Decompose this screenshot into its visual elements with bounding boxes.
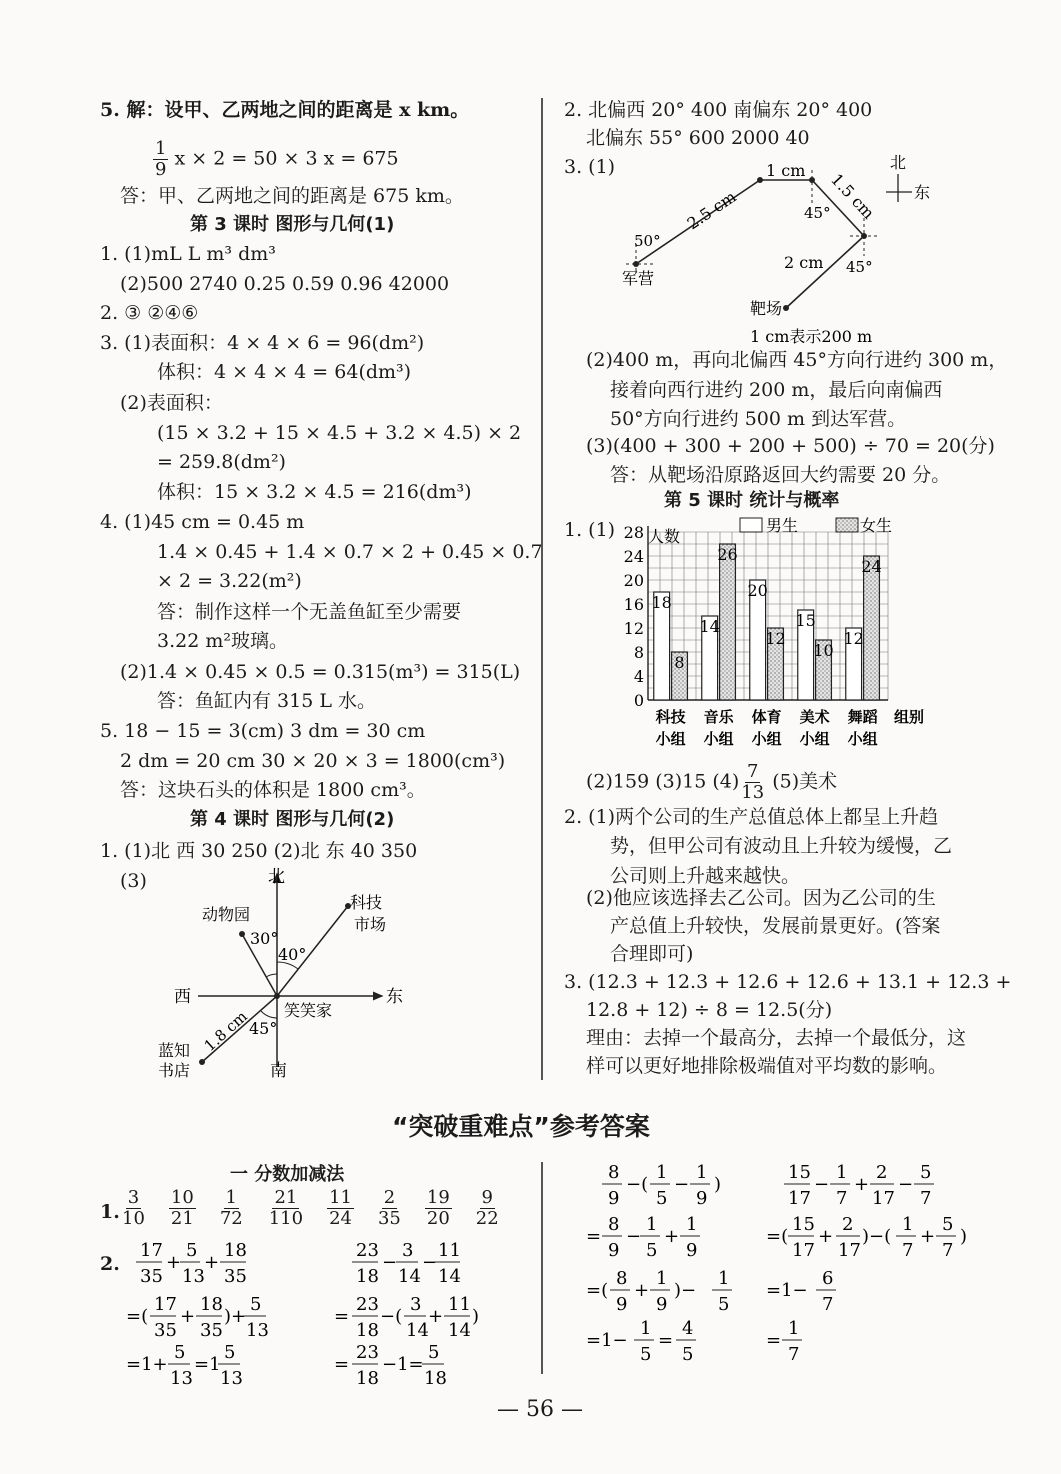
x-tick-label-bottom: 小组 [847, 730, 878, 748]
svg-text:9: 9 [656, 1294, 668, 1315]
svg-text:1: 1 [696, 1162, 708, 1183]
bar-value-label: 8 [674, 653, 685, 672]
x-tick-label-bottom: 小组 [799, 730, 830, 748]
svg-text:=(: =( [586, 1280, 609, 1301]
svg-text:17: 17 [140, 1240, 163, 1261]
x-tick-label-top: 音乐 [703, 708, 734, 726]
l3-q1b: (2)500 2740 0.25 0.59 0.96 42000 [120, 273, 450, 295]
x-tick-label-bottom: 小组 [751, 730, 782, 748]
l3-q3e: = 259.8(dm²) [157, 451, 286, 473]
y-tick-label: 4 [633, 667, 644, 686]
r-q1-label: 1. (1) [564, 519, 616, 541]
page-number: — 56 — [497, 1397, 583, 1422]
svg-text:−: − [898, 1174, 914, 1195]
svg-text:−1=: −1= [382, 1354, 424, 1375]
r-s3a: 3. (12.3 + 12.3 + 12.6 + 12.6 + 13.1 + 12.3 + [564, 971, 1012, 993]
fraction-work-left [120, 1236, 530, 1396]
svg-text:+: + [854, 1174, 870, 1195]
fraction: $\frac{1}{72}$ [219, 1187, 243, 1229]
svg-text:13: 13 [220, 1368, 243, 1389]
svg-text:1: 1 [836, 1162, 848, 1183]
svg-text:2: 2 [842, 1214, 854, 1235]
x-axis-label: 组别 [894, 708, 925, 726]
fraction: $\frac{1}{9}$ [155, 138, 167, 180]
svg-text:14: 14 [438, 1266, 461, 1287]
svg-text:18: 18 [356, 1368, 379, 1389]
r-q3-3a: (3)(400 + 300 + 200 + 500) ÷ 70 = 20(分) [586, 435, 995, 457]
compass-south-label: 南 [270, 1061, 287, 1081]
svg-text:14: 14 [448, 1320, 471, 1341]
svg-text:)+: )+ [224, 1306, 247, 1327]
compass-west-label: 西 [174, 987, 191, 1007]
b-q2-label: 2. [100, 1253, 120, 1275]
svg-text:9: 9 [608, 1188, 620, 1209]
x-tick-label-top: 舞蹈 [847, 708, 878, 726]
svg-text:=1−: =1− [586, 1330, 628, 1351]
svg-text:18: 18 [224, 1240, 247, 1261]
route-diagram [600, 148, 960, 348]
b-q1-fractions [120, 1188, 501, 1229]
camp-label: 军营 [622, 269, 655, 288]
r-q3-2b: 接着向西行进约 200 m，最后向南偏西 [610, 379, 943, 401]
svg-text:): ) [960, 1226, 968, 1247]
distance-label: 1.8 cm [200, 1007, 251, 1055]
tech-label-2: 市场 [354, 915, 387, 934]
angle-40: 40° [278, 945, 307, 964]
y-axis-label: 人数 [648, 527, 681, 546]
svg-text:13: 13 [246, 1320, 269, 1341]
route-angle-50: 50° [634, 232, 661, 250]
r-q1-rest: (2)159 (3)15 (4) $\frac{7}{13}$ (5)美术 [586, 761, 838, 803]
compass-north-label: 北 [268, 867, 285, 887]
svg-text:=: = [766, 1330, 782, 1351]
svg-text:): ) [472, 1306, 480, 1327]
bar-value-label: 15 [795, 611, 816, 630]
book-point [199, 1059, 205, 1065]
angle-30: 30° [250, 929, 279, 948]
svg-text:35: 35 [154, 1320, 177, 1341]
legend-swatch-girls [836, 518, 858, 532]
svg-text:23: 23 [356, 1342, 379, 1363]
svg-text:5: 5 [682, 1344, 694, 1365]
r-q3-3b: 答：从靶场沿原路返回大约需要 20 分。 [610, 464, 951, 486]
svg-text:14: 14 [398, 1266, 421, 1287]
l4-q1: 1. (1)北 西 30 250 (2)北 东 40 350 [100, 840, 418, 862]
bar-女生 [864, 556, 880, 700]
home-point [274, 993, 280, 999]
svg-text:=(: =( [766, 1226, 789, 1247]
lesson3-title: 第 3 课时 图形与几何(1) [190, 214, 395, 235]
svg-text:)−: )− [674, 1280, 697, 1301]
svg-text:=(: =( [126, 1306, 149, 1327]
bar-value-label: 24 [861, 557, 882, 576]
svg-text:5: 5 [640, 1344, 652, 1365]
r-s2a: 2. (1)两个公司的生产总值总体上都呈上升趋 [564, 806, 939, 828]
svg-text:17: 17 [872, 1188, 895, 1209]
svg-text:23: 23 [356, 1240, 379, 1261]
svg-text:=1+: =1+ [126, 1354, 168, 1375]
r-s2e: 产总值上升较快，发展前景更好。(答案 [610, 915, 941, 937]
svg-text:1: 1 [686, 1214, 698, 1235]
fraction: $\frac{7}{13}$ [741, 761, 765, 803]
tech-label-1: 科技 [350, 893, 383, 912]
route-label-2-5: 2.5 cm [683, 186, 740, 234]
fraction: $\frac{11}{24}$ [329, 1187, 352, 1229]
l4-q1-3: (3) [120, 870, 147, 892]
svg-text:−(: −( [626, 1174, 649, 1195]
b-q1-label: 1. [100, 1201, 120, 1223]
y-tick-label: 8 [633, 643, 644, 662]
r-s2d: (2)他应该选择去乙公司。因为乙公司的生 [586, 887, 936, 909]
svg-text:7: 7 [788, 1344, 800, 1365]
svg-text:17: 17 [838, 1240, 861, 1261]
svg-text:+: + [818, 1226, 834, 1247]
svg-text:4: 4 [682, 1318, 694, 1339]
legend-label-boys: 男生 [766, 516, 799, 535]
l3-q4b: 1.4 × 0.45 + 1.4 × 0.7 × 2 + 0.45 × 0.7 [157, 541, 543, 563]
l3-q2: 2. ③ ②④⑥ [100, 302, 199, 324]
fraction-section-title: 一 分数加减法 [230, 1164, 345, 1185]
svg-text:13: 13 [182, 1266, 205, 1287]
x-tick-label-top: 美术 [799, 708, 830, 726]
svg-text:15: 15 [792, 1214, 815, 1235]
svg-text:+: + [634, 1280, 650, 1301]
x-tick-label-bottom: 小组 [655, 730, 686, 748]
svg-text:+: + [204, 1252, 220, 1273]
x-tick-label-top: 体育 [751, 708, 782, 726]
r-s3b: 12.8 + 12) ÷ 8 = 12.5(分) [586, 999, 833, 1021]
svg-text:17: 17 [154, 1294, 177, 1315]
zoo-label: 动物园 [202, 905, 251, 924]
svg-text:=: = [586, 1226, 602, 1247]
route-east-label: 东 [914, 183, 931, 202]
svg-text:1: 1 [646, 1214, 658, 1235]
svg-text:5: 5 [428, 1342, 440, 1363]
fraction: $\frac{3}{10}$ [122, 1187, 145, 1229]
svg-text:+: + [664, 1226, 680, 1247]
svg-text:−: − [422, 1252, 438, 1273]
svg-text:5: 5 [920, 1162, 932, 1183]
svg-text:18: 18 [356, 1320, 379, 1341]
svg-text:1: 1 [902, 1214, 914, 1235]
route-label-2: 2 cm [784, 253, 824, 272]
svg-text:11: 11 [448, 1294, 471, 1315]
fraction-work-right [582, 1158, 992, 1398]
r-q2b: 北偏东 55° 600 2000 40 [586, 127, 810, 149]
home-label: 笑笑家 [284, 1001, 333, 1020]
svg-text:=: = [658, 1330, 674, 1351]
svg-text:7: 7 [942, 1240, 954, 1261]
bar-chart [610, 512, 950, 752]
svg-text:−: − [674, 1174, 690, 1195]
svg-text:18: 18 [424, 1368, 447, 1389]
svg-text:1: 1 [718, 1268, 730, 1289]
svg-text:=1−: =1− [766, 1280, 808, 1301]
r-s3d: 样可以更好地排除极端值对平均数的影响。 [586, 1055, 948, 1077]
svg-text:3: 3 [402, 1240, 414, 1261]
l3-q1a: 1. (1)mL L m³ dm³ [100, 243, 276, 265]
svg-text:35: 35 [200, 1320, 223, 1341]
angle-45: 45° [249, 1019, 278, 1038]
svg-text:17: 17 [792, 1240, 815, 1261]
l3-q4c: × 2 = 3.22(m²) [157, 570, 302, 592]
svg-text:9: 9 [608, 1240, 620, 1261]
svg-text:18: 18 [200, 1294, 223, 1315]
svg-text:)−(: )−( [862, 1226, 892, 1247]
fraction: $\frac{2}{35}$ [377, 1187, 401, 1229]
l3-q4d: 答：制作这样一个无盖鱼缸至少需要 [157, 601, 462, 623]
svg-text:7: 7 [902, 1240, 914, 1261]
route-label-1-5: 1.5 cm [827, 169, 879, 223]
svg-text:+: + [428, 1306, 444, 1327]
l3-q4a: 4. (1)45 cm = 0.45 m [100, 511, 305, 533]
r-q3-2c: 50°方向行进约 500 m 到达军营。 [610, 408, 907, 430]
svg-text:5: 5 [656, 1188, 668, 1209]
svg-text:=: = [334, 1306, 350, 1327]
r-s2f: 合理即可) [610, 943, 694, 965]
svg-text:−(: −( [380, 1306, 403, 1327]
fraction: $\frac{10}{21}$ [170, 1187, 194, 1229]
fraction: $\frac{21}{110}$ [268, 1187, 304, 1229]
bar-value-label: 20 [747, 581, 768, 600]
bar-value-label: 12 [765, 629, 786, 648]
fraction: $\frac{19}{20}$ [426, 1187, 450, 1229]
svg-text:1: 1 [656, 1268, 668, 1289]
lesson5-title: 第 5 课时 统计与概率 [664, 490, 840, 511]
r-q3-1: 3. (1) [564, 156, 616, 178]
svg-text:9: 9 [616, 1294, 628, 1315]
svg-text:5: 5 [942, 1214, 954, 1235]
l3-q3d: (15 × 3.2 + 15 × 4.5 + 3.2 × 4.5) × 2 [157, 422, 522, 444]
l3-q4f: (2)1.4 × 0.45 × 0.5 = 0.315(m³) = 315(L) [120, 661, 521, 683]
svg-text:14: 14 [406, 1320, 429, 1341]
l3-q5a: 5. 18 − 15 = 3(cm) 3 dm = 30 cm [100, 720, 426, 742]
y-tick-label: 12 [623, 619, 644, 638]
svg-text:7: 7 [836, 1188, 848, 1209]
l3-q3a: 3. (1)表面积：4 × 4 × 6 = 96(dm²) [100, 332, 425, 354]
book-label-2: 书店 [158, 1061, 191, 1080]
y-tick-label: 24 [623, 547, 644, 566]
y-tick-label: 28 [623, 523, 644, 542]
q5-answer: 答：甲、乙两地之间的距离是 675 km。 [120, 185, 464, 207]
q5-equation: $\frac{1}{9}$ x × 2 = 50 × 3 x = 675 [155, 138, 399, 180]
svg-text:5: 5 [186, 1240, 198, 1261]
svg-text:23: 23 [356, 1294, 379, 1315]
svg-text:−: − [814, 1174, 830, 1195]
bar-value-label: 12 [843, 629, 864, 648]
svg-text:15: 15 [788, 1162, 811, 1183]
section-title: “突破重难点”参考答案 [392, 1112, 650, 1141]
svg-text:9: 9 [696, 1188, 708, 1209]
compass-east-label: 东 [386, 987, 403, 1007]
r-q2a: 2. 北偏西 20° 400 南偏东 20° 400 [564, 99, 873, 121]
svg-text:8: 8 [608, 1162, 620, 1183]
y-tick-label: 16 [623, 595, 644, 614]
legend-label-girls: 女生 [860, 516, 893, 535]
svg-text:1: 1 [656, 1162, 668, 1183]
svg-text:2: 2 [876, 1162, 888, 1183]
range-label: 靶场 [750, 299, 783, 318]
svg-text:=1: =1 [194, 1354, 221, 1375]
legend-swatch-boys [740, 518, 762, 532]
route-angle-45b: 45° [846, 258, 873, 276]
svg-text:+: + [180, 1306, 196, 1327]
svg-text:+: + [920, 1226, 936, 1247]
svg-text:17: 17 [788, 1188, 811, 1209]
svg-text:5: 5 [174, 1342, 186, 1363]
svg-text:1: 1 [640, 1318, 652, 1339]
scale-label: 1 cm表示200 m [750, 327, 873, 346]
route-angle-45a: 45° [804, 204, 831, 222]
svg-text:9: 9 [686, 1240, 698, 1261]
svg-text:18: 18 [356, 1266, 379, 1287]
l3-q3c: (2)表面积： [120, 392, 223, 414]
r-s3c: 理由：去掉一个最高分，去掉一个最低分，这 [586, 1027, 967, 1049]
bar-value-label: 10 [813, 641, 834, 660]
zoo-point [239, 931, 245, 937]
l3-q5c: 答：这块石头的体积是 1800 cm³。 [120, 779, 426, 801]
svg-text:1: 1 [788, 1318, 800, 1339]
y-tick-label: 0 [633, 691, 644, 710]
bar-女生 [720, 544, 736, 700]
bar-value-label: 14 [699, 617, 720, 636]
svg-text:8: 8 [608, 1214, 620, 1235]
l3-q5b: 2 dm = 20 cm 30 × 20 × 3 = 1800(cm³) [120, 750, 506, 772]
lesson4-title: 第 4 课时 图形与几何(2) [190, 809, 395, 830]
svg-text:6: 6 [822, 1268, 834, 1289]
svg-text:35: 35 [224, 1266, 247, 1287]
r-s2c: 公司则上升越来越快。 [610, 865, 801, 887]
svg-text:7: 7 [920, 1188, 932, 1209]
l3-q4g: 答：鱼缸内有 315 L 水。 [157, 690, 377, 712]
svg-text:7: 7 [822, 1294, 834, 1315]
q5-solve-line: 5. 解：设甲、乙两地之间的距离是 x km。 [100, 99, 470, 121]
svg-text:11: 11 [438, 1240, 461, 1261]
book-label-1: 蓝知 [158, 1041, 191, 1060]
column-divider-top [541, 98, 543, 1080]
l3-q3f: 体积：15 × 3.2 × 4.5 = 216(dm³) [157, 481, 472, 503]
svg-text:−: − [626, 1226, 642, 1247]
svg-text:5: 5 [250, 1294, 262, 1315]
svg-text:): ) [714, 1174, 722, 1195]
route-north-label: 北 [890, 153, 907, 172]
svg-text:−: − [382, 1252, 398, 1273]
bar-value-label: 26 [717, 545, 738, 564]
x-tick-label-bottom: 小组 [703, 730, 734, 748]
compass-diagram [150, 862, 410, 1082]
svg-text:35: 35 [140, 1266, 163, 1287]
y-tick-label: 20 [623, 571, 644, 590]
svg-text:8: 8 [616, 1268, 628, 1289]
x-tick-label-top: 科技 [655, 708, 686, 726]
svg-text:13: 13 [170, 1368, 193, 1389]
fraction: $\frac{9}{22}$ [475, 1187, 499, 1229]
r-s2b: 势，但甲公司有波动且上升较为缓慢，乙 [610, 835, 953, 857]
svg-text:5: 5 [646, 1240, 658, 1261]
column-divider-bottom [541, 1162, 543, 1374]
l3-q4e: 3.22 m²玻璃。 [157, 630, 288, 652]
svg-text:5: 5 [718, 1294, 730, 1315]
bar-value-label: 18 [651, 593, 672, 612]
svg-text:+: + [166, 1252, 182, 1273]
svg-text:3: 3 [410, 1294, 422, 1315]
l3-q3b: 体积：4 × 4 × 4 = 64(dm³) [157, 361, 412, 383]
route-label-1: 1 cm [766, 161, 806, 180]
svg-text:5: 5 [224, 1342, 236, 1363]
r-q3-2a: (2)400 m，再向北偏西 45°方向行进约 300 m， [586, 349, 1008, 371]
svg-text:=: = [334, 1354, 350, 1375]
